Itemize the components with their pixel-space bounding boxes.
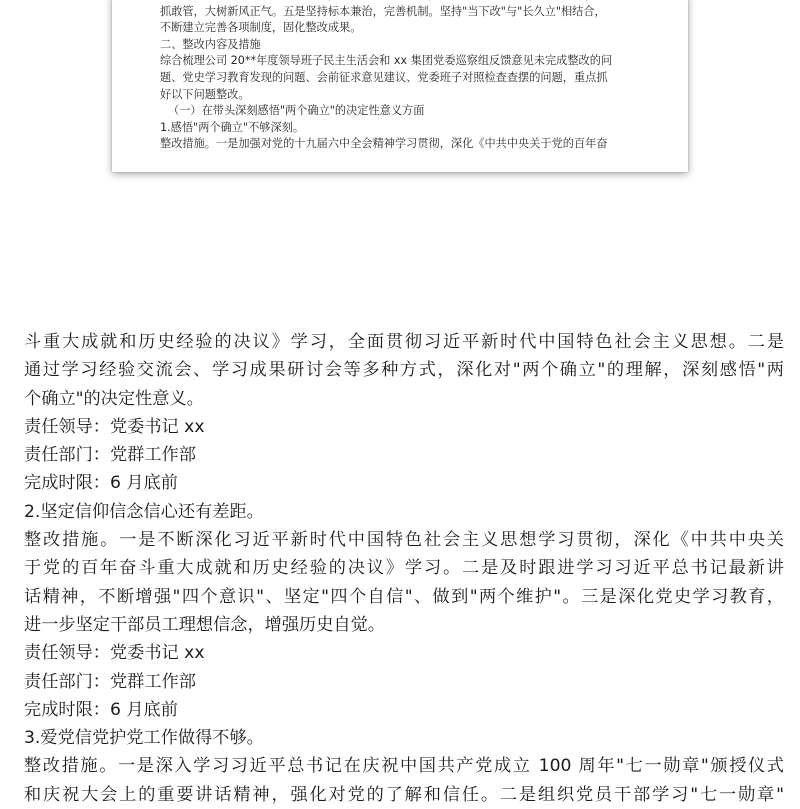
body-line: 整改措施。一是不断深化习近平新时代中国特色社会主义思想学习贯彻，深化《中共中央关 <box>24 530 784 551</box>
preview-line: 整改措施。一是加强对党的十九届六中全会精神学习贯彻，深化《中共中央关于党的百年奋 <box>160 137 608 151</box>
body-line: 通过学习经验交流会、学习成果研讨会等多种方式，深化对"两个确立"的理解，深刻感悟"两 <box>24 360 784 381</box>
preview-section-heading: 二、整改内容及措施 <box>160 37 261 51</box>
preview-line: 综合梳理公司 20**年度领导班子民主生活会和 xx 集团党委巡察组反馈意见未完成整改的问 <box>160 54 613 68</box>
preview-text-block <box>160 0 660 153</box>
item-heading: 2.坚定信仰信念信心还有差距。 <box>24 501 264 522</box>
document-body <box>24 328 784 809</box>
deadline: 完成时限：6 月底前 <box>24 473 178 494</box>
preview-subheading: （一）在带头深刻感悟"两个确立"的决定性意义方面 <box>168 104 425 118</box>
preview-line: 题、党史学习教育发现的问题、会前征求意见建议、党委班子对照检查查摆的问题，重点抓 <box>160 70 608 84</box>
preview-line: 好以下问题整改。 <box>160 87 250 101</box>
document-preview-card <box>112 0 688 172</box>
body-line: 斗重大成就和历史经验的决议》学习，全面贯彻习近平新时代中国特色社会主义思想。二是 <box>24 332 784 352</box>
body-line: 整改措施。一是深入学习习近平总书记在庆祝中国共产党成立 100 周年"七一勋章"颁授仪式 <box>24 756 784 777</box>
body-line: 进一步坚定干部员工理想信念，增强历史自觉。 <box>24 614 385 635</box>
deadline: 完成时限：6 月底前 <box>24 699 178 720</box>
responsible-department: 责任部门：党群工作部 <box>24 671 196 692</box>
body-line: 和庆祝大会上的重要讲话精神，强化对党的了解和信任。二是组织党员干部学习"七一勋章" <box>24 784 784 805</box>
responsible-department: 责任部门：党群工作部 <box>24 445 196 466</box>
responsible-leader: 责任领导：党委书记 xx <box>24 643 205 664</box>
responsible-leader: 责任领导：党委书记 xx <box>24 416 205 437</box>
item-heading: 3.爱党信党护党工作做得不够。 <box>24 728 264 749</box>
body-line: 于党的百年奋斗重大成就和历史经验的决议》学习。二是及时跟进学习习近平总书记最新讲 <box>24 558 784 579</box>
preview-line: 不断建立完善各项制度，固化整改成果。 <box>160 21 362 35</box>
preview-item-heading: 1.感悟"两个确立"不够深刻。 <box>160 120 305 134</box>
preview-line: 抓敢管，大树新风正气。五是坚持标本兼治，完善机制。坚持"当下改"与"长久立"相结合， <box>160 4 606 18</box>
body-line: 个确立"的决定性意义。 <box>24 388 204 409</box>
body-line: 话精神，不断增强"四个意识"、坚定"四个自信"、做到"两个维护"。三是深化党史学习教育， <box>24 586 784 607</box>
